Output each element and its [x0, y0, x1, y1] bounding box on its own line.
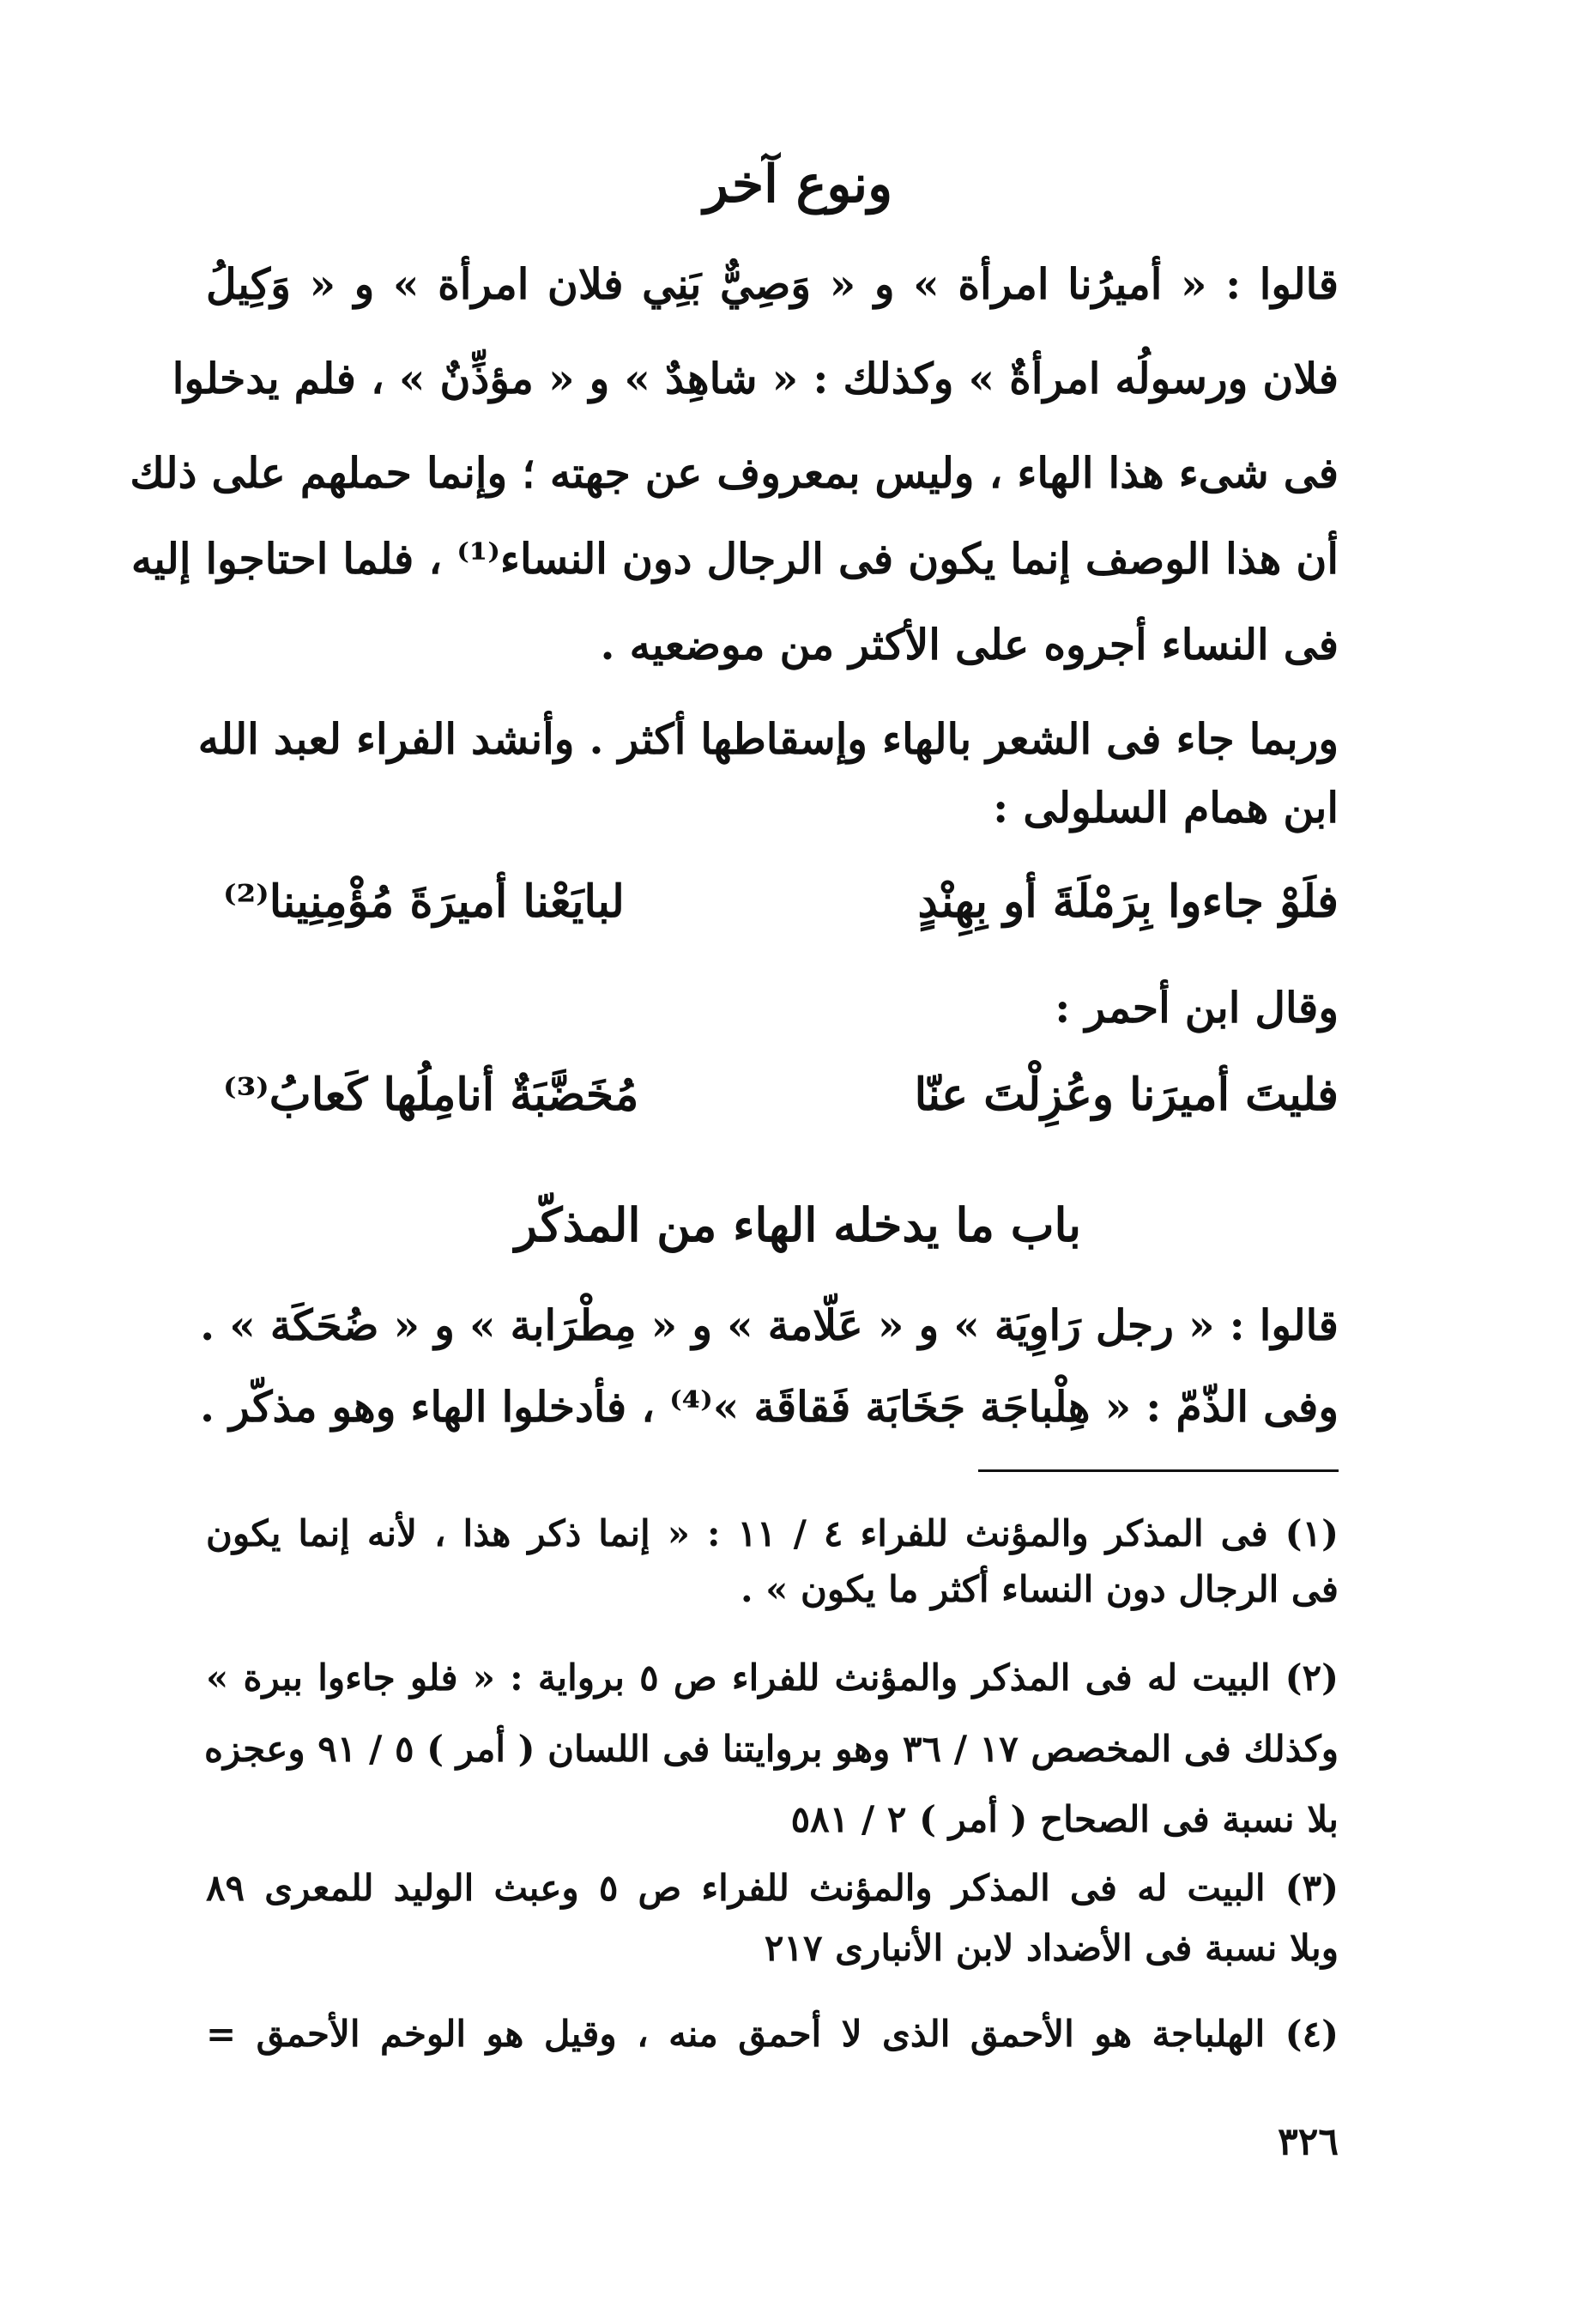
- footnote-separator: [978, 1469, 1339, 1472]
- footnote-line: (٤) الهلباجة هو الأحمق الذى لا أحمق منه ، وقيل هو الوخم الأحمق =: [206, 2013, 1339, 2055]
- verse-second-hemistich: مُخَضَّبَةٌ أنامِلُها كَعابُ⁽³⁾: [223, 1069, 639, 1121]
- paragraph-line: وربما جاء فى الشعر بالهاء وإسقاطها أكثر . وأنشد الفراء لعبد الله: [197, 714, 1339, 764]
- verse-first-hemistich: فلَوْ جاءوا بِرَمْلَةَ أو بِهِنْدٍ: [917, 875, 1339, 928]
- paragraph-line: قالوا : « رجل رَاوِيَة » و « عَلّامة » و « مِطْرَابة » و « ضُحَكَة » .: [200, 1300, 1339, 1350]
- footnote-line: (٣) البيت له فى المذكر والمؤنث للفراء ص ٥ وعبث الوليد للمعرى ٨٩: [206, 1867, 1339, 1909]
- paragraph-line: فلان ورسولُه امرأةٌ » وكذلك : « شاهِدٌ » و « مؤذِّنٌ » ، فلم يدخلوا: [172, 354, 1339, 403]
- paragraph-line: ابن همام السلولى :: [993, 783, 1339, 833]
- paragraph-line: فى شىء هذا الهاء ، وليس بمعروف عن جهته ؛ وإنما حملهم على ذلك: [130, 448, 1339, 498]
- paragraph-line: أن هذا الوصف إنما يكون فى الرجال دون النساء⁽¹⁾ ، فلما احتاجوا إليه: [130, 534, 1339, 584]
- verse-2: [206, 1069, 1339, 1129]
- footnote-line: بلا نسبة فى الصحاح ( أمر ) ٢ / ٥٨١: [790, 1798, 1339, 1840]
- footnote-line: وبلا نسبة فى الأضداد لابن الأنبارى ٢١٧: [764, 1927, 1339, 1969]
- verse-first-hemistich: فليتَ أميرَنا وعُزِلْتَ عنّا: [914, 1069, 1339, 1121]
- footnote-line: (٢) البيت له فى المذكر والمؤنث للفراء ص ٥ برواية : « فلو جاءوا ببرة »: [206, 1657, 1339, 1699]
- verse-1: [206, 875, 1339, 936]
- paragraph-line: وفى الذّمّ : « هِلْباجَة جَخَابَة فَقاقَة »⁽⁴⁾ ، فأدخلوا الهاء وهو مذكّر .: [200, 1382, 1339, 1432]
- verse-intro: وقال ابن أحمر :: [1055, 983, 1339, 1033]
- section-title: ونوع آخر: [703, 154, 893, 215]
- footnote-line: وكذلك فى المخصص ١٧ / ٣٦ وهو بروايتنا فى اللسان ( أمر ) ٥ / ٩١ وعجزه: [204, 1728, 1339, 1770]
- paragraph-line: قالوا : « أميرُنا امرأة » و « وَصِيٌّ بَنِي فلان امرأة » و « وَكِيلُ: [206, 259, 1339, 309]
- footnote-line: فى الرجال دون النساء أكثر ما يكون » .: [740, 1568, 1339, 1610]
- chapter-title: باب ما يدخله الهاء من المذكّر: [514, 1197, 1082, 1252]
- verse-second-hemistich: لبايَعْنا أميرَةَ مُؤْمِنِينا⁽²⁾: [223, 875, 625, 928]
- page-number: ٣٢٦: [1278, 2120, 1339, 2164]
- footnote-line: (١) فى المذكر والمؤنث للفراء ٤ / ١١ : « إنما ذكر هذا ، لأنه إنما يكون: [206, 1512, 1339, 1554]
- paragraph-line: فى النساء أجروه على الأكثر من موضعيه .: [600, 620, 1339, 669]
